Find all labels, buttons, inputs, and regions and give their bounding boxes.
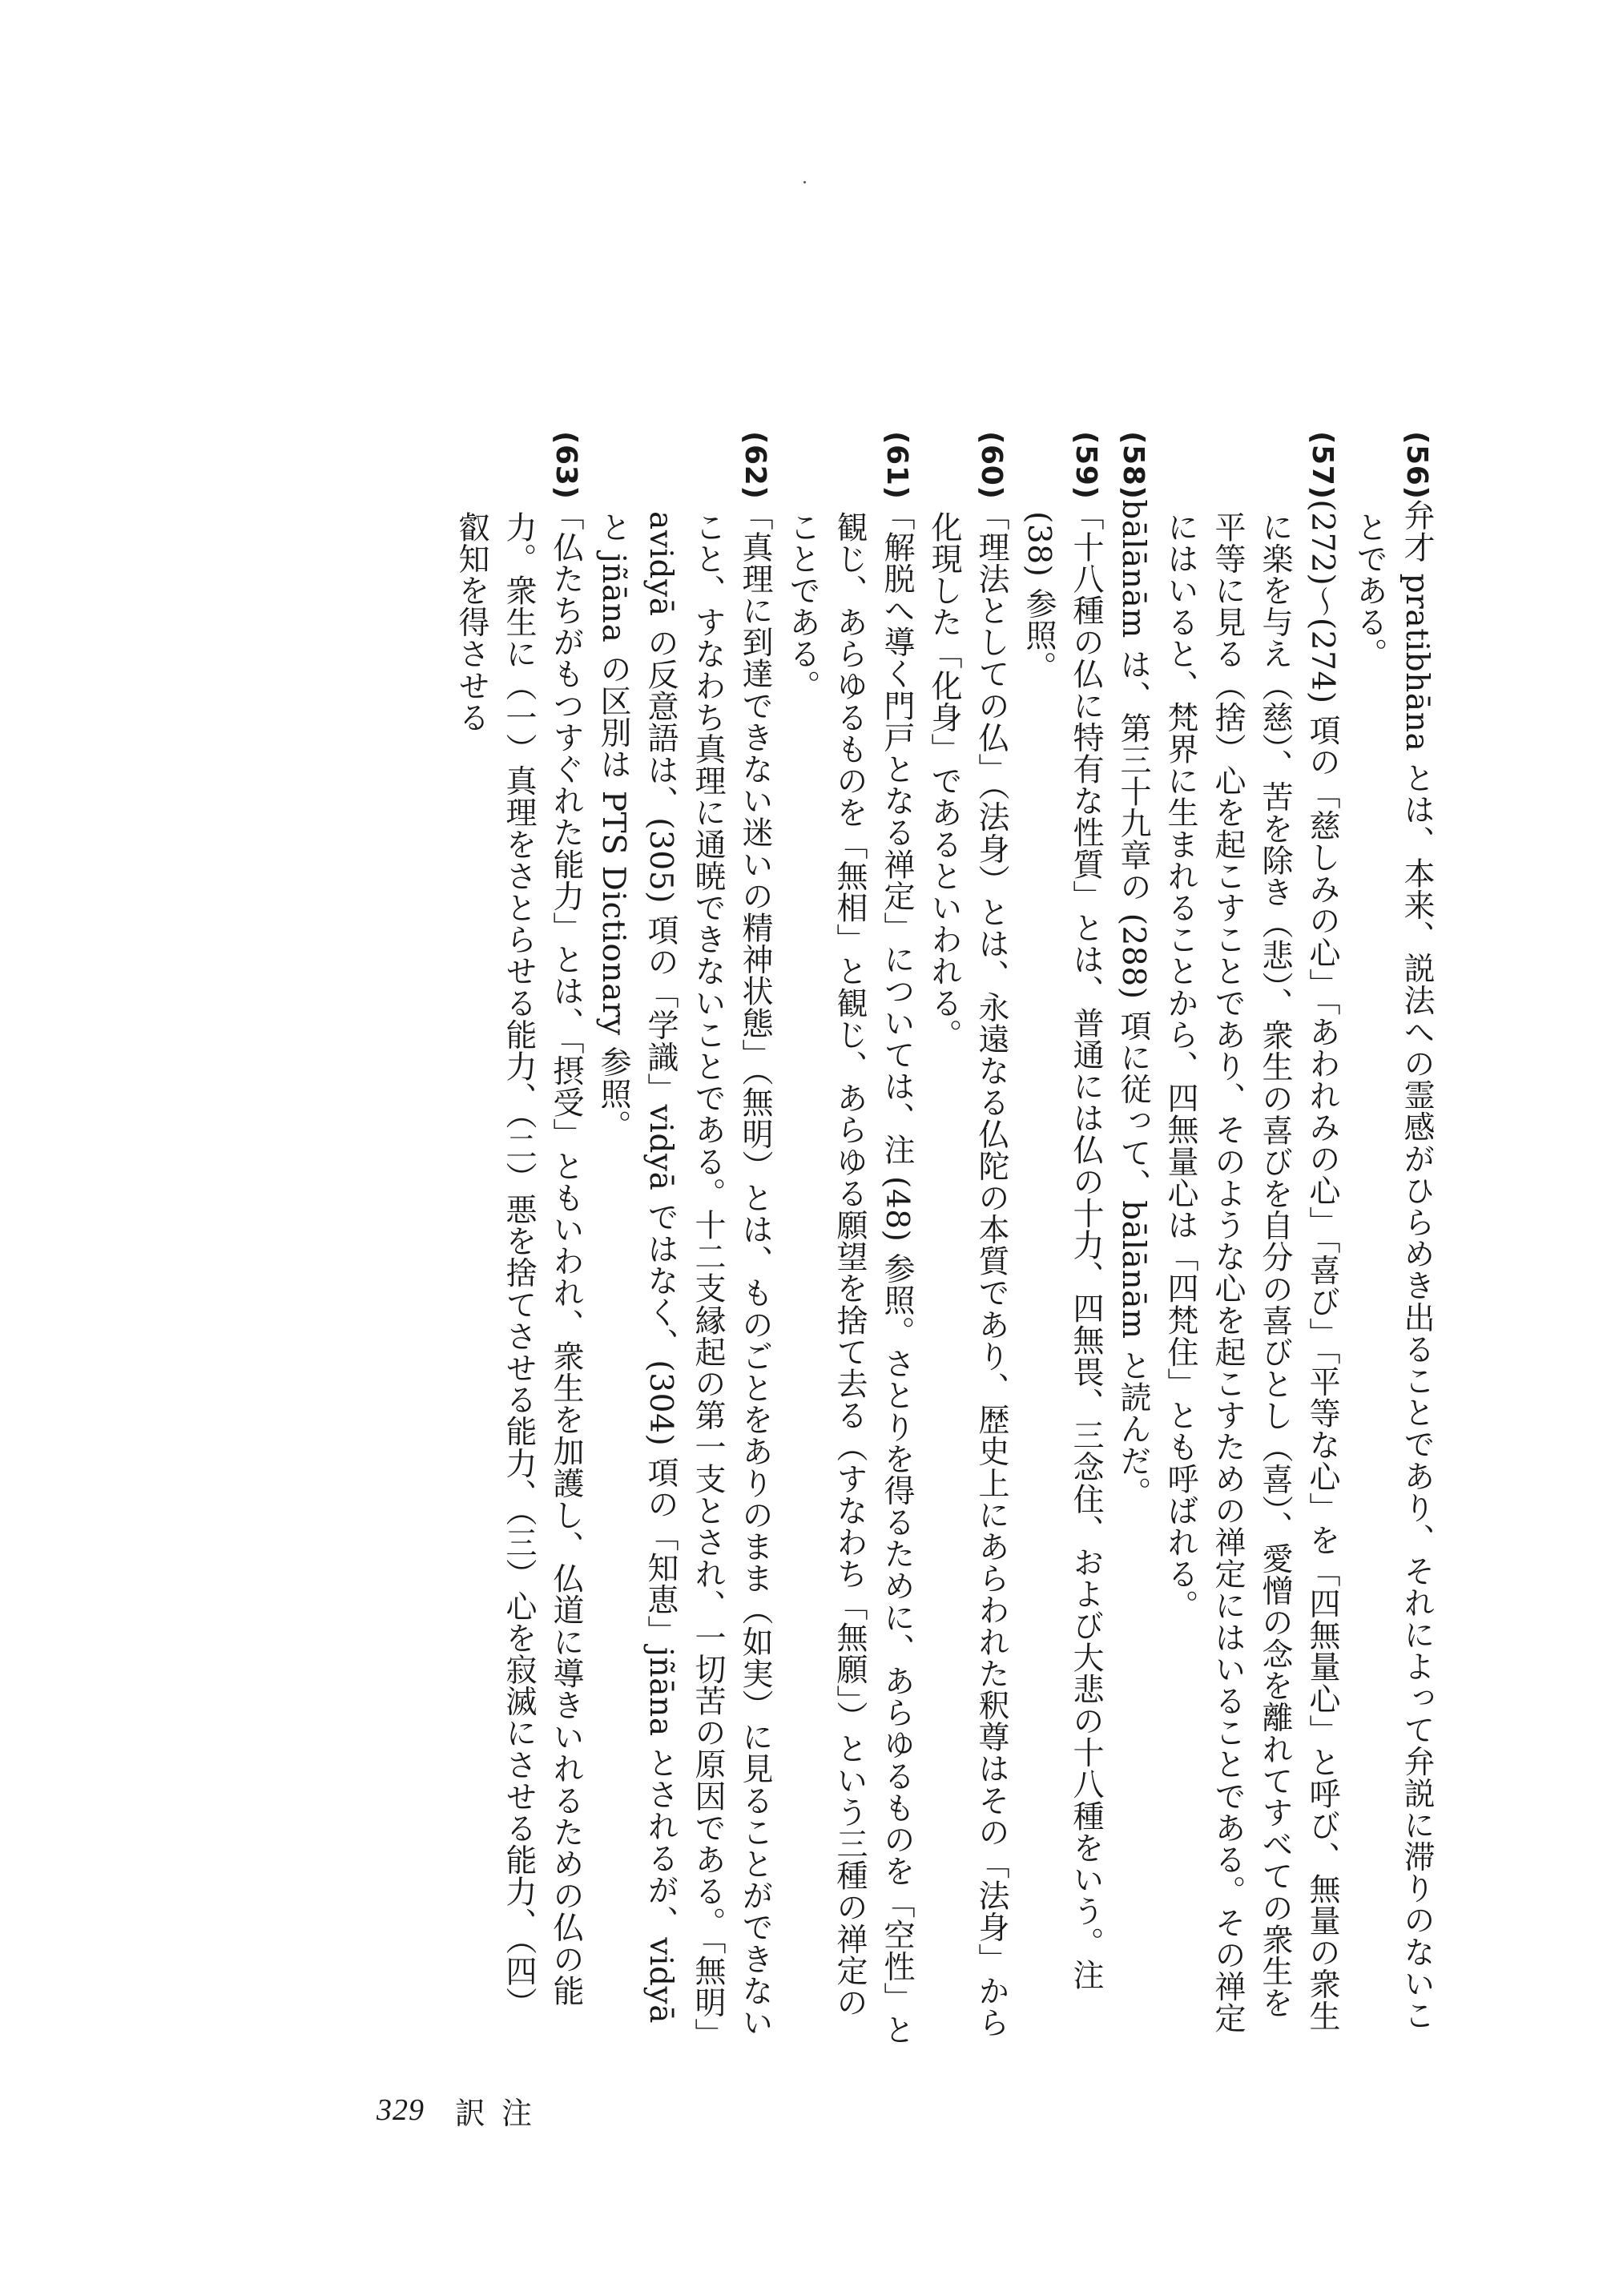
note-number: (63) <box>550 431 582 500</box>
note-text: 「解脱へ導く門戸となる禅定」については、注 (48) 参照。さとりを得るために、あらゆるものを「空性」と観じ、あらゆるものを「無相」と観じ、あらゆる願望を捨て去る（すなわち「無願」）という三種の禅定のことである。 <box>784 499 915 2046</box>
note-text: (272)〜(274) 項の「慈しみの心」「あわれみの心」「喜び」「平等な心」を「四無量心」と呼び、無量の衆生に楽を与え（慈）、苦を除き（悲）、衆生の喜びを自分の喜びとし（喜）、愛憎の念を離れてすべての衆生を平等に見る（捨）心を起こすことであり、そのような心を起こすための禅定にはいることである。その禅定にはいると、梵界に生まれることから、四無量心は「四梵住」とも呼ばれる。 <box>1162 499 1340 2034</box>
note-text: 「十八種の仏に特有な性質」とは、普通には仏の十力、四無畏、三念住、および大悲の十八種をいう。注 (38) 参照。 <box>1021 499 1104 1991</box>
note-number: (57) <box>1306 431 1339 500</box>
note-60 <box>920 431 1015 2049</box>
note-number: (58) <box>1117 431 1150 500</box>
note-number: (59) <box>1069 431 1102 500</box>
note-63 <box>448 431 590 2049</box>
note-text: 弁才 pratibhāna とは、本来、説法への霊感がひらめき出ることであり、それによって弁説に滞りのないことである。 <box>1351 499 1435 2032</box>
note-number: (62) <box>739 431 771 500</box>
ink-speck <box>803 181 806 183</box>
note-number: (56) <box>1400 431 1433 500</box>
page-number: 329 <box>377 2093 425 2127</box>
note-62 <box>590 431 779 2049</box>
note-56 <box>1346 431 1440 2049</box>
running-title: 訳注 <box>455 2095 549 2131</box>
note-text: 「仏たちがもつすぐれた能力」とは、「摂受」ともいわれ、衆生を加護し、仏道に導きいれるための仏の能力。衆生に（一）真理をさとらせる能力、（二）悪を捨てさせる能力、（三）心を寂滅にさせる能力、（四）叡知を得させる <box>453 499 584 2019</box>
note-58 <box>1110 431 1157 2049</box>
annotation-text-block <box>448 431 1440 2049</box>
note-text: 「理法としての仏」（法身）とは、永遠なる仏陀の本質であり、歴史上にあらわれた釈尊はその「法身」から化現した「化身」であるといわれる。 <box>926 499 1009 2039</box>
note-59 <box>1015 431 1110 2049</box>
note-57 <box>1157 431 1346 2049</box>
note-text: 「真理に到達できない迷いの精神状態」（無明）とは、ものごとをありのまま（如実）に見ることができないこと、すなわち真理に通暁できないことである。十二支縁起の第一支とされ、一切苦の原因である。「無明」avidyā の反意語は、(305) 項の「学識」vidyā ではなく、(304) 項の「知恵」jñāna とされるが、vidyā と jñāna の区別は PTS Dictionary 参照。 <box>595 499 773 2039</box>
note-61 <box>779 431 920 2049</box>
page-footer <box>377 2086 585 2134</box>
note-number: (61) <box>880 431 913 500</box>
note-number: (60) <box>975 431 1008 500</box>
note-text: bālānām は、第三十九章の (288) 項に従って、bālānām と読んだ。 <box>1115 499 1151 1509</box>
